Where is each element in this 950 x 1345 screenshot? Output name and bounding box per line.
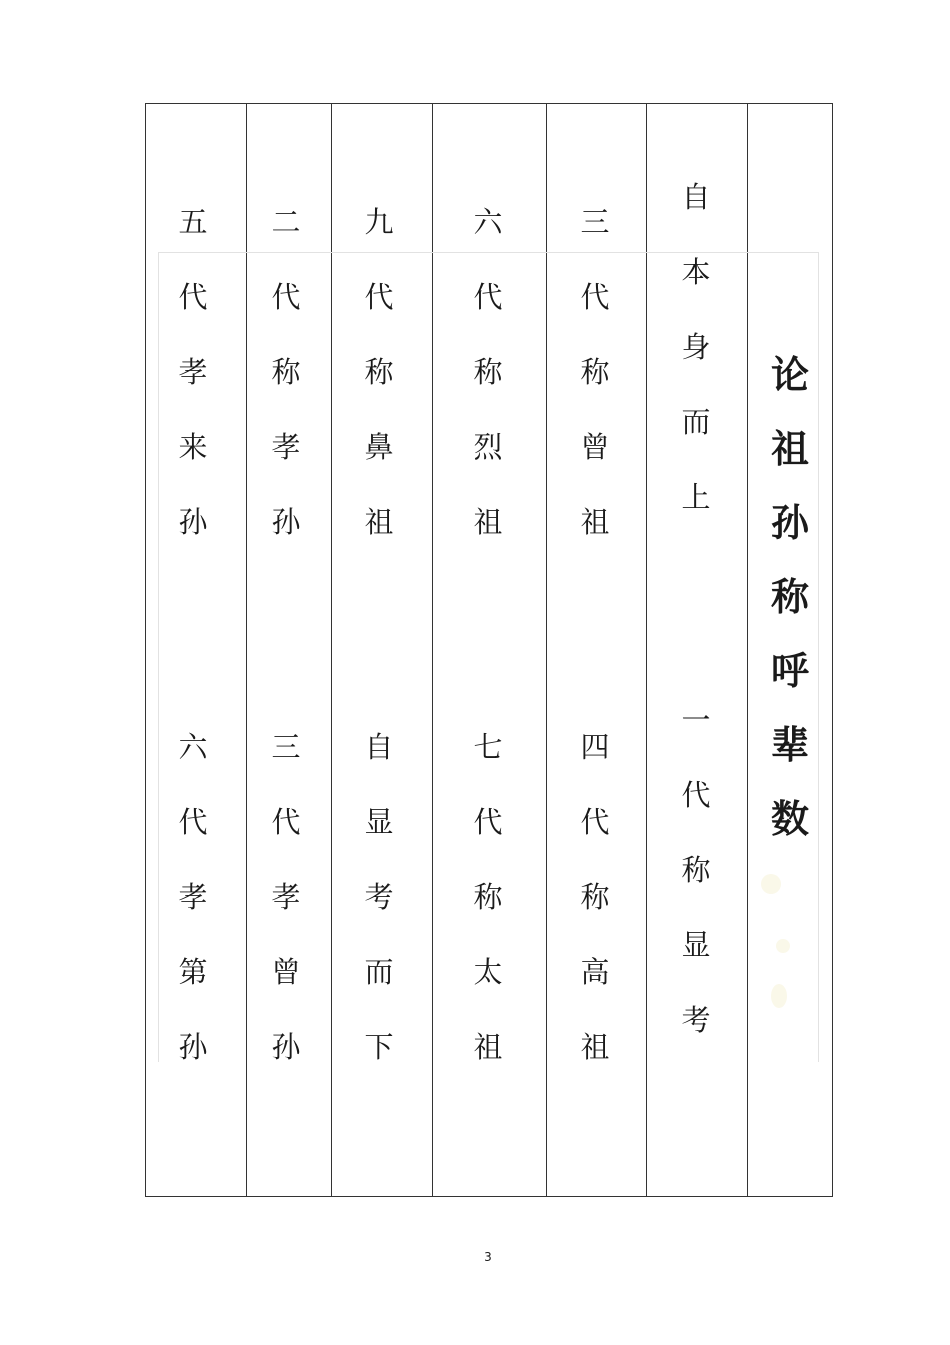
- cell-char: 烈: [473, 430, 503, 464]
- cell-char: 考: [681, 1003, 711, 1037]
- cell-char: 孙: [178, 505, 208, 539]
- cell-char: 代: [178, 280, 208, 314]
- page-number: 3: [484, 1250, 492, 1264]
- column-divider: [546, 104, 547, 1196]
- cell-char: 称: [473, 880, 503, 914]
- cell-char: 孙: [178, 1030, 208, 1064]
- cell-char: 一: [681, 703, 711, 737]
- cell-char: 身: [681, 330, 711, 364]
- cell-char: 太: [473, 955, 503, 989]
- cell-char: 自: [364, 730, 394, 764]
- cell-char: 来: [178, 430, 208, 464]
- inner-border-top: [158, 252, 818, 253]
- cell-char: 二: [271, 205, 301, 239]
- cell-char: 称: [473, 355, 503, 389]
- cell-char: 孝: [271, 430, 301, 464]
- title-char: 呼: [770, 649, 809, 693]
- cell-char: 代: [271, 805, 301, 839]
- cell-char: 代: [271, 280, 301, 314]
- cell-char: 六: [473, 205, 503, 239]
- cell-char: 代: [473, 280, 503, 314]
- column-divider: [246, 104, 247, 1196]
- title-char: 孙: [770, 501, 809, 545]
- cell-char: 曾: [580, 430, 610, 464]
- title-char: 论: [770, 353, 809, 397]
- cell-char: 本: [681, 255, 711, 289]
- title-char: 辈: [770, 723, 809, 767]
- cell-char: 孝: [178, 355, 208, 389]
- paper-stain: [761, 874, 781, 894]
- cell-char: 称: [681, 853, 711, 887]
- cell-char: 代: [681, 778, 711, 812]
- cell-char: 称: [580, 355, 610, 389]
- cell-char: 上: [681, 480, 711, 514]
- cell-char: 称: [271, 355, 301, 389]
- title-char: 数: [770, 797, 809, 841]
- cell-char: 孝: [271, 880, 301, 914]
- column-divider: [432, 104, 433, 1196]
- cell-char: 显: [364, 805, 394, 839]
- cell-char: 鼻: [364, 430, 394, 464]
- cell-char: 祖: [473, 1030, 503, 1064]
- column-divider: [331, 104, 332, 1196]
- cell-char: 而: [681, 405, 711, 439]
- cell-char: 代: [580, 805, 610, 839]
- cell-char: 代: [473, 805, 503, 839]
- cell-char: 五: [178, 205, 208, 239]
- cell-char: 祖: [580, 1030, 610, 1064]
- cell-char: 代: [580, 280, 610, 314]
- cell-char: 称: [364, 355, 394, 389]
- cell-char: 代: [178, 805, 208, 839]
- title-char: 称: [770, 575, 809, 619]
- cell-char: 六: [178, 730, 208, 764]
- cell-char: 第: [178, 955, 208, 989]
- cell-char: 三: [271, 730, 301, 764]
- cell-char: 代: [364, 280, 394, 314]
- cell-char: 四: [580, 730, 610, 764]
- cell-char: 孙: [271, 1030, 301, 1064]
- cell-char: 祖: [580, 505, 610, 539]
- cell-char: 下: [364, 1030, 394, 1064]
- cell-char: 高: [580, 955, 610, 989]
- cell-char: 而: [364, 955, 394, 989]
- title-char: 祖: [770, 427, 809, 471]
- cell-char: 祖: [473, 505, 503, 539]
- cell-char: 自: [681, 180, 711, 214]
- paper-stain: [771, 984, 787, 1008]
- cell-char: 显: [681, 928, 711, 962]
- cell-char: 孙: [271, 505, 301, 539]
- paper-stain: [776, 939, 790, 953]
- cell-char: 三: [580, 205, 610, 239]
- cell-char: 孝: [178, 880, 208, 914]
- column-divider: [646, 104, 647, 1196]
- cell-char: 考: [364, 880, 394, 914]
- cell-char: 七: [473, 730, 503, 764]
- column-divider: [747, 104, 748, 1196]
- inner-border-left: [158, 252, 159, 1062]
- cell-char: 曾: [271, 955, 301, 989]
- cell-char: 九: [364, 205, 394, 239]
- cell-char: 祖: [364, 505, 394, 539]
- cell-char: 称: [580, 880, 610, 914]
